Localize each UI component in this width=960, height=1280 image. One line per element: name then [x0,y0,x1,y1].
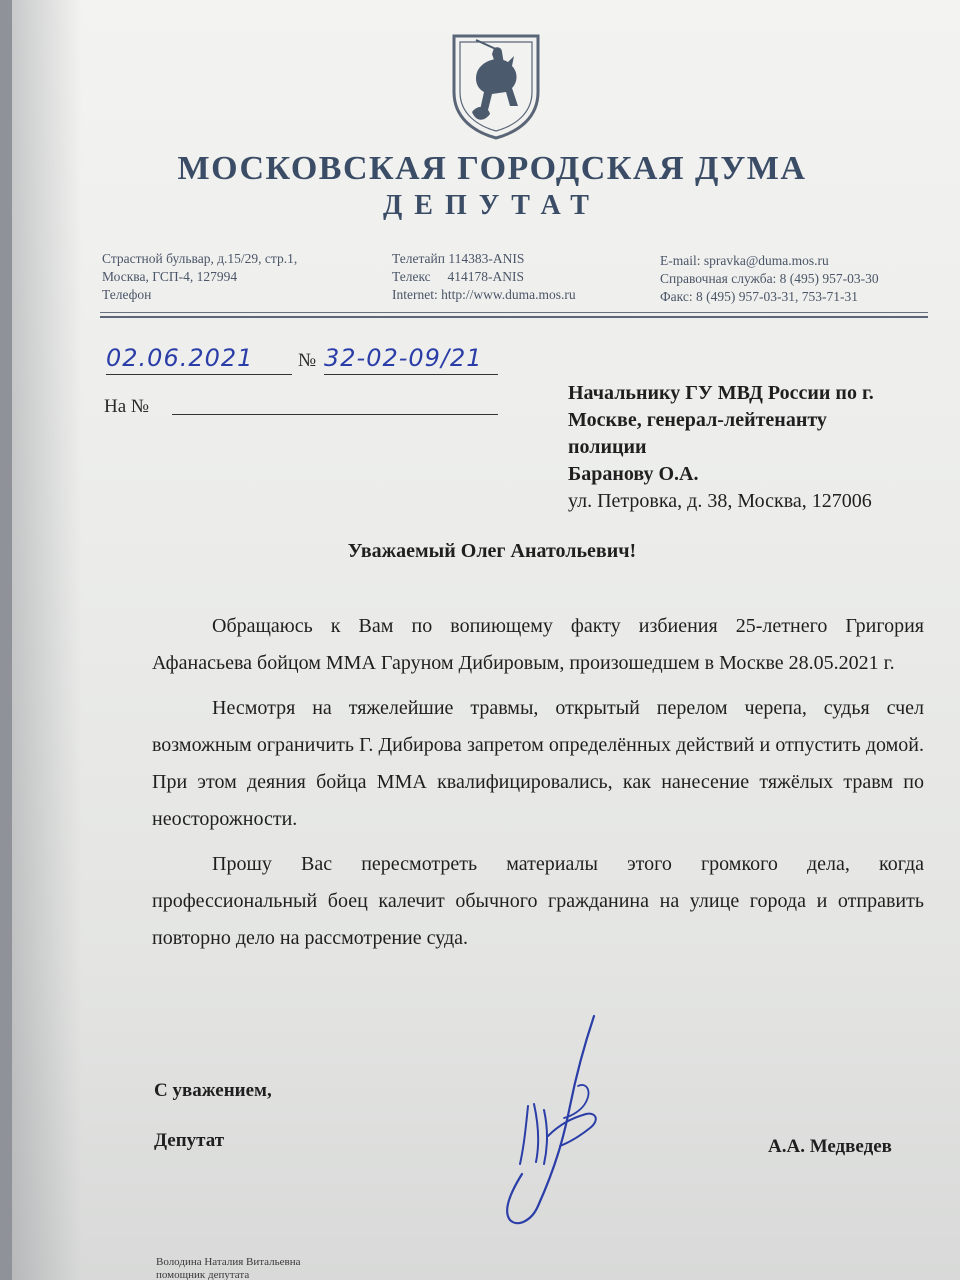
moscow-coat-of-arms-icon [448,30,544,142]
addressee-address: ул. Петровка, д. 38, Москва, 127006 [568,490,872,512]
header-contact-line: Факс: 8 (495) 957-03-31, 753-71-31 [660,289,858,304]
registration-number: 32-02-09/21 [324,344,498,375]
registration-number-label: № [298,350,317,371]
reference-label: На № [104,396,150,417]
addressee-line: полиции [568,436,647,458]
body-paragraph: Несмотря на тяжелейшие травмы, открытый перелом черепа, судья счел возможным ограничить Г. Дибирова запретом определённых действий и отпустить домой. При этом деяния бойца ММА квалифицировались, как нанесение тяжёлых травм по неосторожности. [152,697,924,830]
header-address [102,250,297,304]
closing: С уважением, [154,1080,272,1101]
header-contact-line: Справочная служба: 8 (495) 957-03-30 [660,271,879,286]
greeting: Уважаемый Олег Анатольевич! [347,540,637,562]
body-paragraph: Прошу Вас пересмотреть материалы этого громкого дела, когда профессиональный боец калечит обычного гражданина на улице города и отправить повторно дело на рассмотрение суда. [152,853,924,949]
header-telecom-line: Internet: http://www.duma.mos.ru [392,287,576,302]
header-rule-thick [100,316,928,318]
addressee-line: Начальнику ГУ МВД России по г. [568,382,874,404]
header-address-line: Телефон [102,287,152,302]
header-contacts [660,252,879,306]
assistant-line: помощник депутата [156,1269,250,1280]
signer-name: А.А. Медведев [768,1136,892,1157]
signer-title: Депутат [154,1130,225,1151]
header-telecom-line: Телетайп 114383-ANIS [392,251,525,266]
header-telecom-line: Телекс 414178-ANIS [392,269,525,284]
assistant-line: Володина Наталия Витальевна [156,1256,301,1268]
header-rule-thin [100,312,928,313]
signature-icon [498,1006,628,1236]
registration-date: 02.06.2021 [106,344,292,375]
header-address-line: Москва, ГСП-4, 127994 [102,269,238,284]
addressee-block [568,380,874,515]
assistant-note [156,1256,301,1280]
addressee-line: Баранову О.А. [568,463,699,485]
reference-blank-line [172,414,498,415]
header-address-line: Страстной бульвар, д.15/29, стр.1, [102,251,298,266]
org-role: ДЕПУТАТ [383,190,601,221]
letter-sheet [12,0,960,1280]
letter-body [152,608,924,965]
header-telecom [392,250,576,304]
addressee-line: Москве, генерал-лейтенанту [568,409,827,431]
body-paragraph: Обращаюсь к Вам по вопиющему факту избиения 25-летнего Григория Афанасьева бойцом ММА Гаруном Дибировым, произошедшем в Москве 28.05.2021 г. [152,615,924,674]
org-name: МОСКОВСКАЯ ГОРОДСКАЯ ДУМА [177,150,807,187]
header-contact-line: E-mail: spravka@duma.mos.ru [660,253,829,268]
